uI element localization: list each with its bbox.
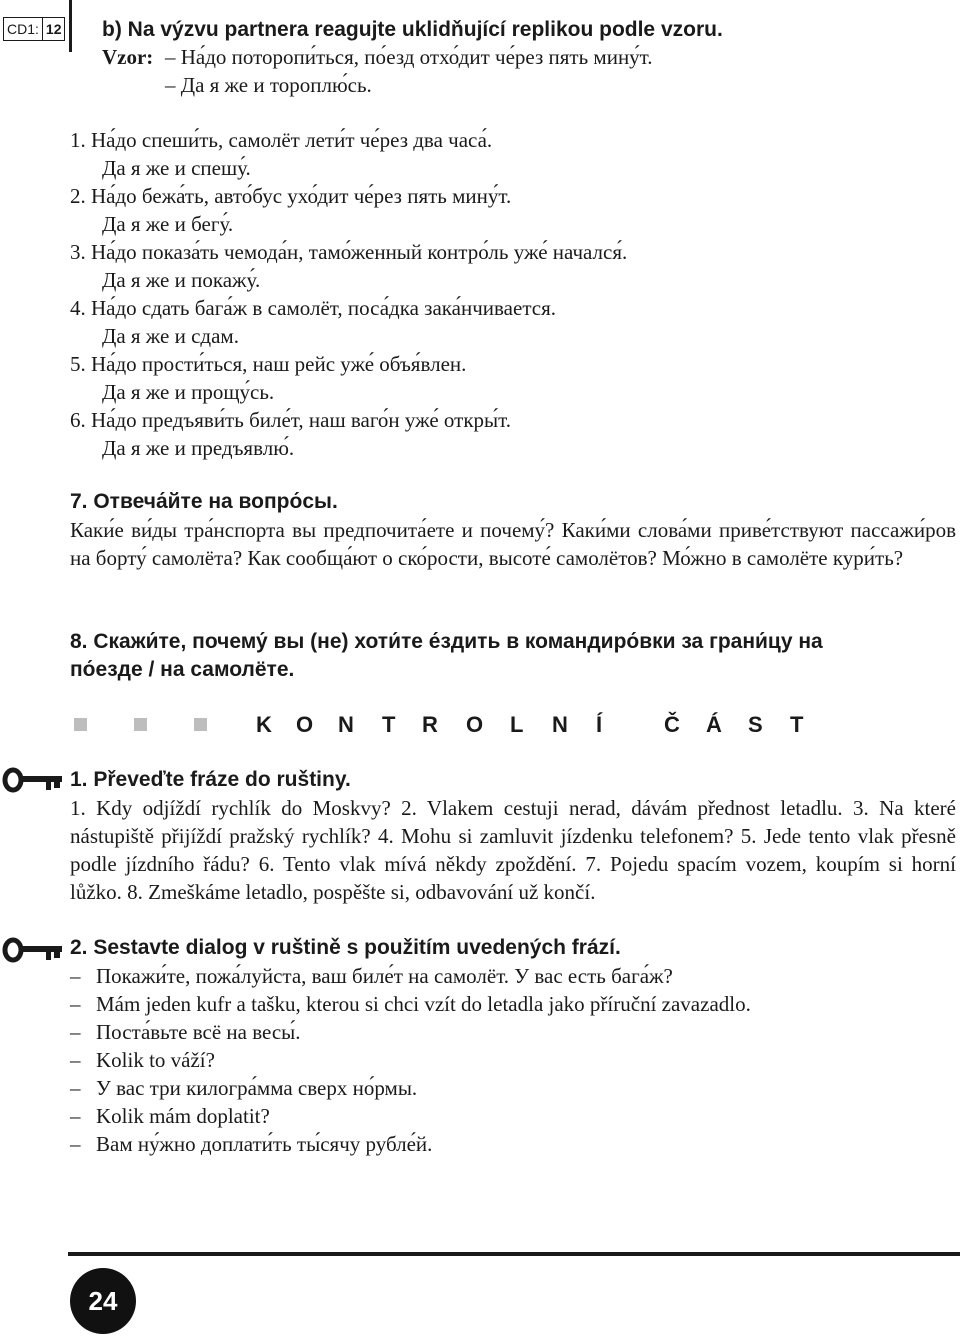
dialog-line-text: Поста́вьте всё на весы́. — [96, 1020, 301, 1044]
banner-letter: Á — [706, 712, 722, 737]
banner-letter: T — [382, 712, 396, 737]
exercise-8-heading-line1: 8. Скажи́те, почему́ вы (не) хоти́те е́здить в командиро́вки за грани́цу на — [70, 630, 823, 653]
exercise-7-text: Каки́е ви́ды тра́нспорта вы предпочита́ете и почему́? Каки́ми слова́ми приве́тствуют пассажи́ров на борту́ самолёта? Как сообща́ют о ско́рости, высоте́ самолётов? Мо́жно в самолёте кури́ть? — [70, 518, 956, 570]
item-question: 3. На́до показа́ть чемода́н, тамо́женный контро́ль уже́ начался́. — [70, 240, 628, 264]
dialog-line — [70, 1074, 417, 1102]
dialog-line — [70, 1102, 270, 1130]
item-question: 6. На́до предъяви́ть биле́т, наш ваго́н уже́ откры́т. — [70, 408, 511, 432]
dash: – — [70, 1048, 81, 1072]
banner-letter: N — [552, 712, 568, 737]
item-question: 4. На́до сдать бага́ж в самолёт, поса́дка зака́нчивается. — [70, 296, 556, 320]
dialog-line — [70, 1046, 215, 1074]
banner-letter: L — [510, 712, 524, 737]
page-number: 24 — [88, 1285, 118, 1316]
footer-rule — [68, 1252, 960, 1256]
dash: – — [70, 1076, 81, 1100]
control-2-heading: 2. Sestavte dialog v ruštině s použitím uvedených frází. — [70, 936, 621, 959]
banner-letter: R — [422, 712, 438, 737]
banner-letter: K — [256, 712, 272, 737]
banner-letter: N — [338, 712, 354, 737]
bullet-square — [194, 718, 207, 731]
banner-letter: Č — [664, 712, 680, 737]
exercise-b-heading: b) Na výzvu partnera reagujte uklidňující replikou podle vzoru. — [102, 18, 723, 41]
kontrolni-cast-banner — [70, 710, 870, 740]
banner-letter: O — [466, 712, 484, 737]
dialog-line — [70, 962, 673, 990]
dialog-line — [70, 1130, 432, 1158]
dialog-line-text: Вам ну́жно доплати́ть ты́сячу рубле́й. — [96, 1132, 433, 1156]
control-1-heading: 1. Převeďte fráze do ruštiny. — [70, 768, 351, 791]
exercise-7-heading: 7. Отвеча́йте на вопро́сы. — [70, 490, 338, 513]
item-answer: Да я же и бегу́. — [102, 212, 234, 236]
control-1-text: 1. Kdy odjíždí rychlík do Moskvy? 2. Vlakem cestuji nerad, dávám přednost letadlu. 3. Na které nástupiště přijíždí pražský rychlík? 4. Mohu si zamluvit jízdenku telefonem? 5. Jede tento vlak přesně podle jízdního řádu? 6. Tento vlak mívá někdy zpoždění. 7. Pojedu spacím vozem, koupím si horní lůžko. 8. Zmeškáme letadlo, pospěšte si, odbavování už končí. — [70, 796, 956, 904]
key-icon — [2, 765, 64, 795]
vzor-label: Vzor: — [102, 45, 154, 69]
dash: – — [70, 1020, 81, 1044]
dialog-line-text: Mám jeden kufr a tašku, kterou si chci vzít do letadla jako příruční zavazadlo. — [96, 992, 751, 1016]
banner-letter: Í — [596, 712, 603, 737]
cd-track-number: 12 — [42, 18, 65, 40]
vertical-rule — [69, 0, 72, 52]
dash: – — [70, 1132, 81, 1156]
key-icon — [2, 935, 64, 965]
bullet-square — [134, 718, 147, 731]
exercise-8-heading-line2: по́езде / на самолёте. — [70, 658, 295, 681]
dialog-line — [70, 1018, 301, 1046]
banner-letter: S — [748, 712, 763, 737]
bullet-square — [74, 718, 87, 731]
vzor-line-2: – Да я же и тороплю́сь. — [165, 73, 372, 97]
dash: – — [70, 1104, 81, 1128]
item-question: 1. На́до спеши́ть, самолёт лети́т че́рез два часа́. — [70, 128, 493, 152]
cd-label: CD1: — [7, 21, 39, 37]
banner-letter: O — [296, 712, 314, 737]
item-question: 2. На́до бежа́ть, авто́бус ухо́дит че́рез пять мину́т. — [70, 184, 512, 208]
dialog-line-text: Покажи́те, пожа́луйста, ваш биле́т на самолёт. У вас есть бага́ж? — [96, 964, 673, 988]
item-answer: Да я же и прощу́сь. — [102, 380, 275, 404]
banner-letter: T — [790, 712, 804, 737]
dash: – — [70, 992, 81, 1016]
dash: – — [70, 964, 81, 988]
item-answer: Да я же и покажу́. — [102, 268, 261, 292]
item-question: 5. На́до прости́ться, наш рейс уже́ объя́влен. — [70, 352, 467, 376]
item-answer: Да я же и предъявлю́. — [102, 436, 295, 460]
dialog-line-text: Kolik to váží? — [96, 1048, 215, 1072]
dialog-line — [70, 990, 751, 1018]
dialog-line-text: Kolik mám doplatit? — [96, 1104, 270, 1128]
vzor-line-1: – На́до поторопи́ться, по́езд отхо́дит че́рез пять мину́т. — [165, 45, 653, 69]
page-number-badge — [70, 1268, 136, 1334]
cd-track-badge — [3, 17, 65, 41]
dialog-line-text: У вас три килогра́мма сверх но́рмы. — [96, 1076, 418, 1100]
item-answer: Да я же и сдам. — [102, 324, 239, 348]
item-answer: Да я же и спешу́. — [102, 156, 251, 180]
